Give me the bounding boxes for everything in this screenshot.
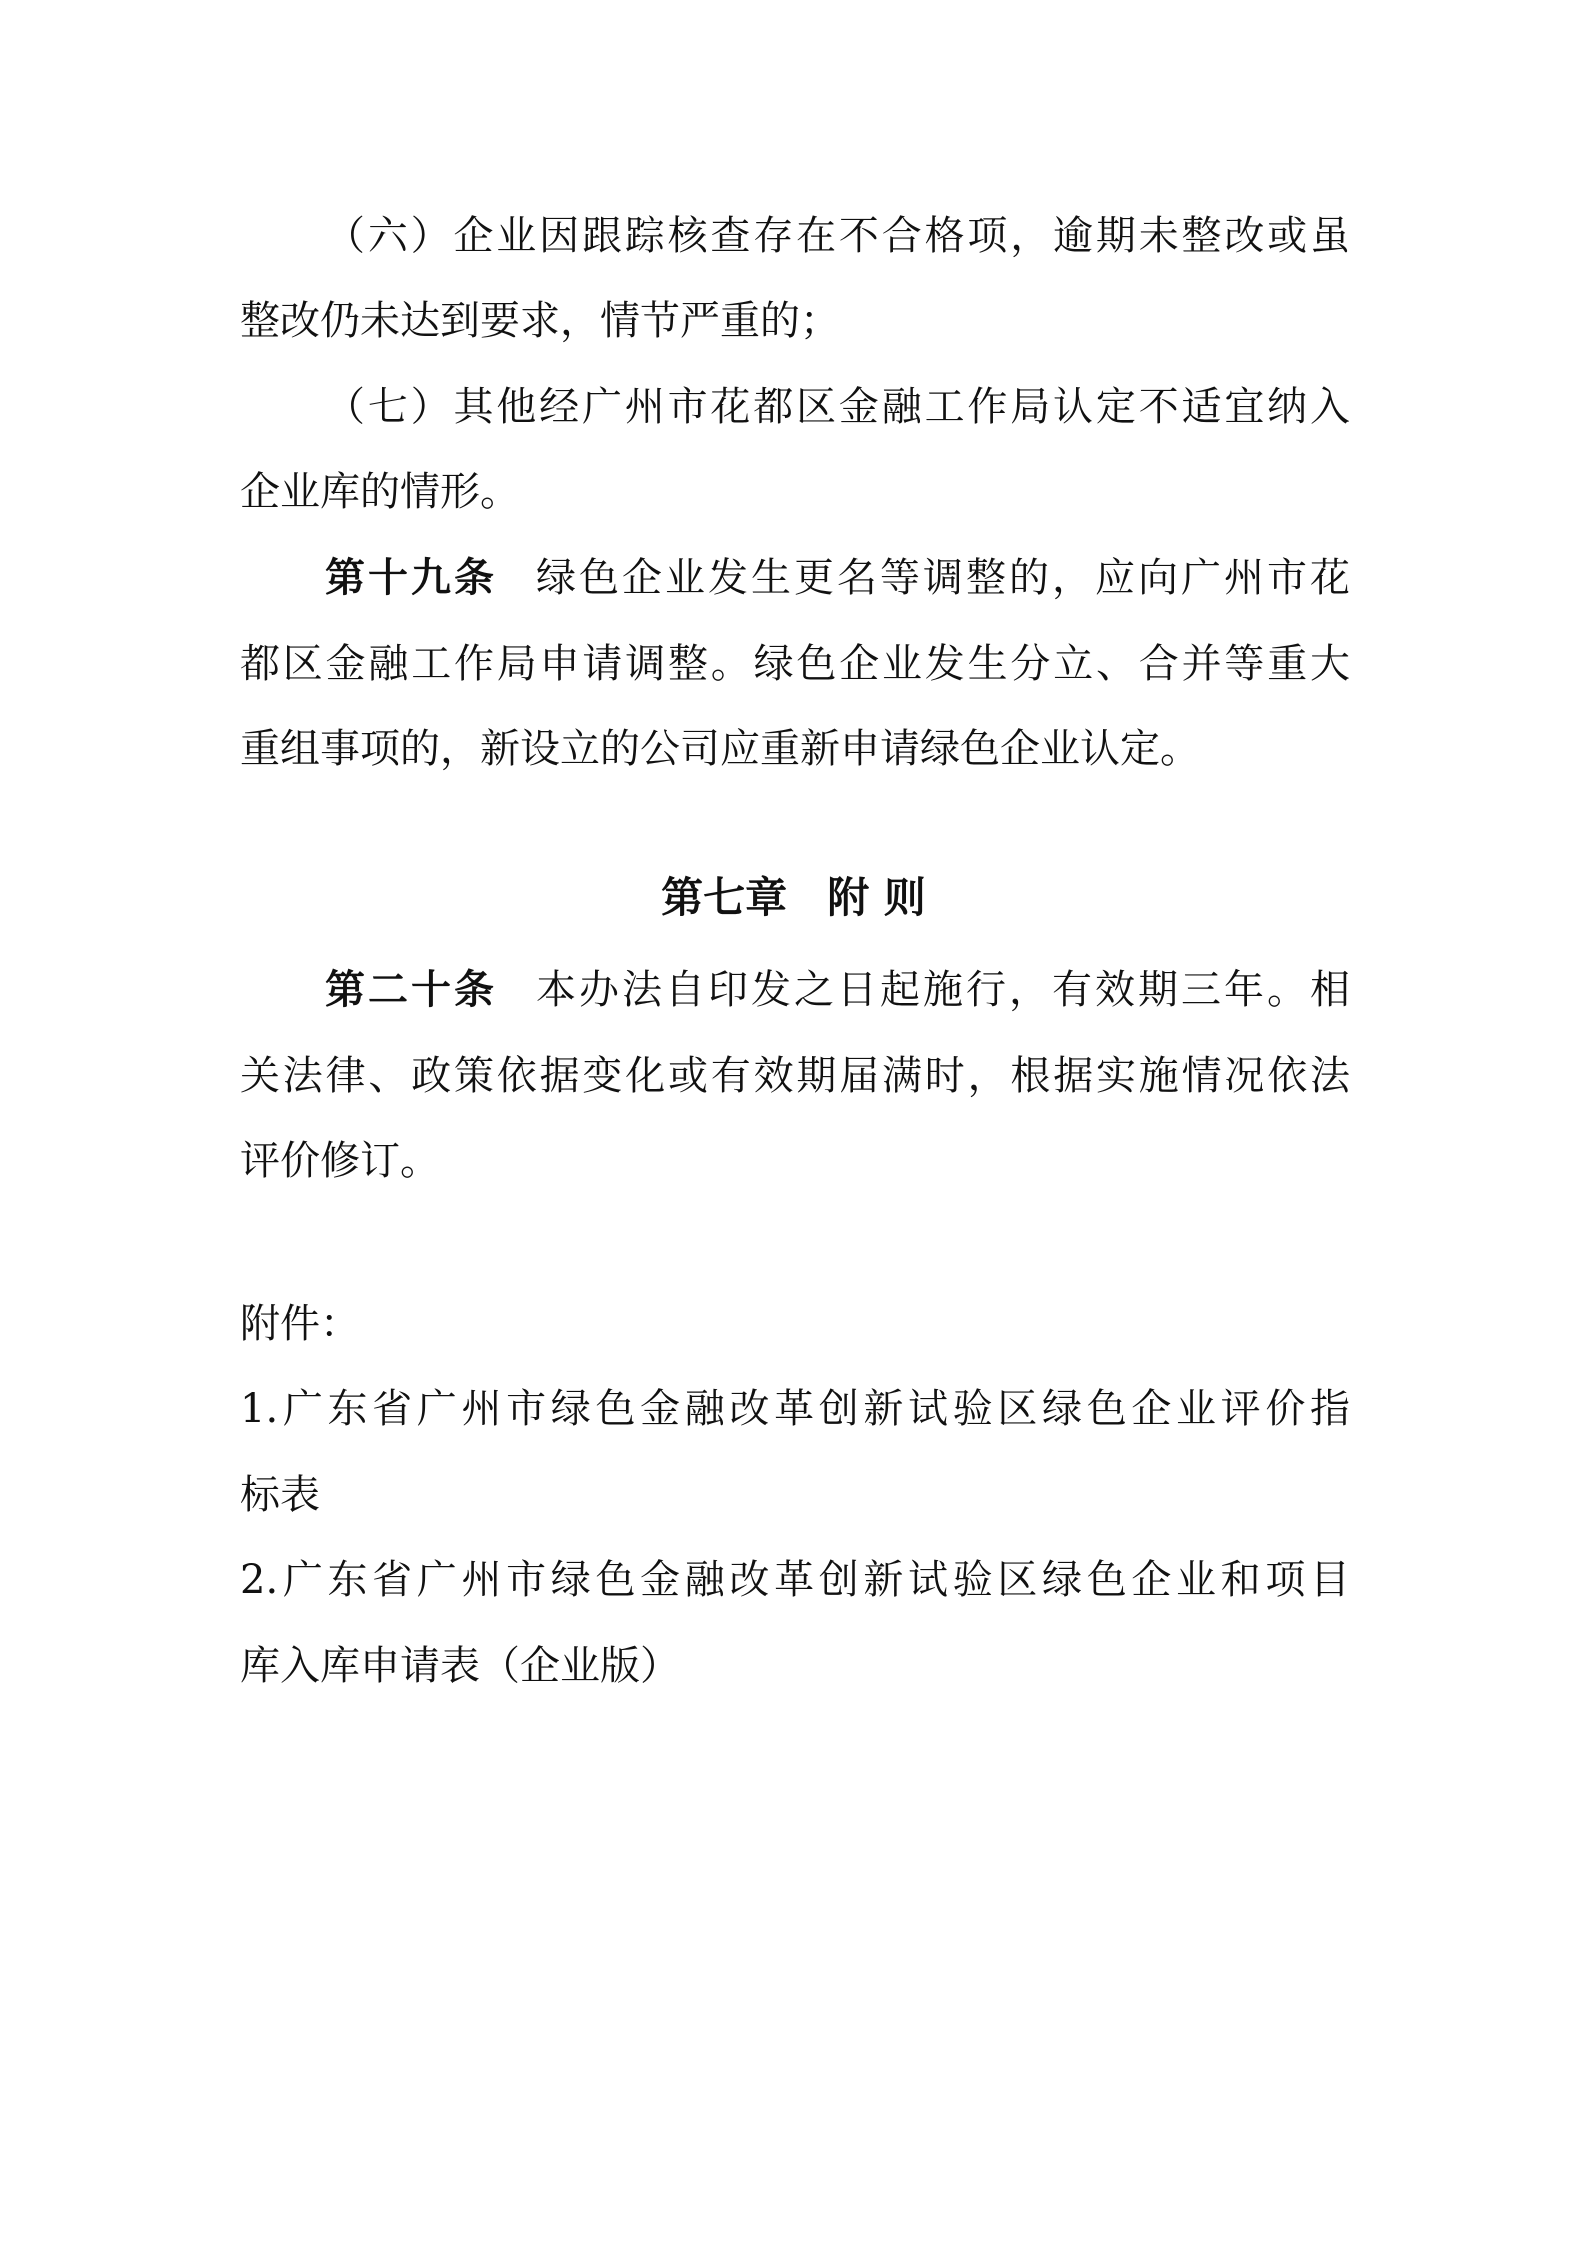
article20-heading: 第二十条 [325,966,497,1013]
attachment2-line1: 2.广东省广州市绿色金融改革创新试验区绿色企业和项目 [240,1557,1350,1603]
attachment2-line2: 库入库申请表（企业版） [240,1643,680,1689]
article20-line3: 评价修订。 [240,1138,440,1184]
attachments-label: 附件： [240,1301,360,1347]
item7-line2: 企业库的情形。 [240,469,520,515]
attachment1-line2: 标表 [240,1472,320,1518]
article19-line1 [325,554,1350,602]
attachment1-line1: 1.广东省广州市绿色金融改革创新试验区绿色企业评价指 [240,1386,1350,1432]
chapter7-title [0,873,1587,923]
item7-line1: （七）其他经广州市花都区金融工作局认定不适宜纳入 [325,384,1350,430]
article20-text1: 本办法自印发之日起施行，有效期三年。相 [533,967,1350,1013]
article20-line1 [325,966,1350,1014]
chapter7-title-name: 附 则 [827,873,926,922]
article19-line2: 都区金融工作局申请调整。绿色企业发生分立、合并等重大 [240,641,1350,687]
article19-text1: 绿色企业发生更名等调整的，应向广州市花 [533,555,1350,601]
chapter7-title-number: 第七章 [661,873,788,922]
article20-line2: 关法律、政策依据变化或有效期届满时，根据实施情况依法 [240,1053,1350,1099]
article19-heading: 第十九条 [325,554,497,601]
article19-line3: 重组事项的，新设立的公司应重新申请绿色企业认定。 [240,726,1200,772]
item6-line1: （六）企业因跟踪核查存在不合格项，逾期未整改或虽 [325,213,1350,259]
item6-line2: 整改仍未达到要求，情节严重的； [240,298,840,344]
